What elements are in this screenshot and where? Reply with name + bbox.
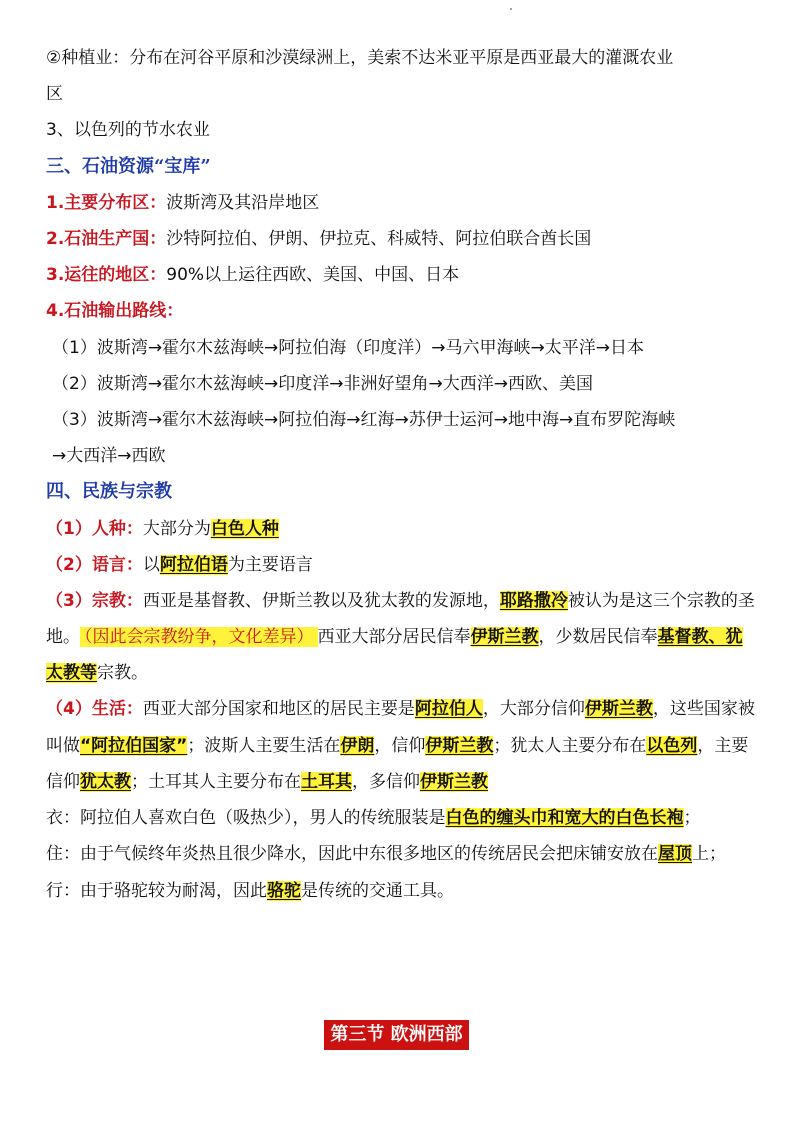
life-text-8: ；土耳其人主要分布在 bbox=[131, 771, 301, 792]
farming-paragraph bbox=[46, 40, 758, 112]
religion-text-3: 西亚大部分居民信奉 bbox=[317, 627, 471, 648]
life-label: （4）生活： bbox=[46, 699, 143, 720]
race-item bbox=[46, 511, 758, 547]
life-text-6: ；犹太人主要分布在 bbox=[493, 735, 647, 756]
oil-routes-label: 4.石油输出路线： bbox=[46, 301, 184, 322]
religion-item bbox=[46, 583, 758, 692]
oil-destinations-label: 3.运往的地区： bbox=[46, 265, 167, 286]
farming-line-2: 区 bbox=[46, 84, 63, 105]
oil-route-3-line-1: （3）波斯湾→霍尔木兹海峡→阿拉伯海→红海→苏伊士运河→地中海→直布罗陀海峡 bbox=[52, 409, 676, 430]
religion-text-5: 宗教。 bbox=[97, 663, 148, 684]
life-text-9: ，多信仰 bbox=[352, 771, 420, 792]
religion-text-4: ，少数居民信奉 bbox=[538, 627, 658, 648]
race-highlight: 白色人种 bbox=[210, 518, 279, 539]
clothing-item bbox=[46, 800, 758, 836]
life-highlight-islam-2: 伊斯兰教 bbox=[425, 735, 494, 756]
oil-destinations bbox=[46, 257, 758, 293]
oil-route-3-line-2: →大西洋→西欧 bbox=[52, 446, 166, 467]
race-label: （1）人种： bbox=[46, 518, 143, 539]
scan-dot bbox=[510, 8, 512, 10]
travel-text-2: 是传统的交通工具。 bbox=[301, 880, 454, 901]
life-highlight-judaism: 犹太教 bbox=[80, 771, 131, 792]
oil-producers-label: 2.石油生产国： bbox=[46, 228, 167, 249]
religion-highlight-jerusalem: 耶路撒冷 bbox=[499, 590, 568, 611]
life-text-2: ，大部分信仰 bbox=[482, 699, 585, 720]
israel-farming: 3、以色列的节水农业 bbox=[46, 120, 210, 141]
oil-distribution bbox=[46, 185, 758, 221]
language-post: 为主要语言 bbox=[227, 554, 313, 575]
life-highlight-arabs: 阿拉伯人 bbox=[414, 699, 483, 720]
clothing-text-2: ； bbox=[683, 808, 701, 829]
religion-label: （3）宗教： bbox=[46, 590, 143, 611]
oil-route-1: （1）波斯湾→霍尔木兹海峡→阿拉伯海（印度洋）→马六甲海峡→太平洋→日本 bbox=[52, 337, 645, 358]
oil-distribution-label: 1.主要分布区： bbox=[46, 192, 167, 213]
life-text-4: ；波斯人主要生活在 bbox=[187, 735, 341, 756]
oil-heading: 三、石油资源“宝库” bbox=[46, 155, 211, 177]
travel-text-1: 行：由于骆驼较为耐渴，因此 bbox=[46, 880, 267, 901]
language-item bbox=[46, 547, 758, 583]
next-section-wrap bbox=[0, 1020, 793, 1050]
life-text-1: 西亚大部分国家和地区的居民主要是 bbox=[142, 699, 415, 720]
housing-text-1: 住：由于气候终年炎热且很少降水，因此中东很多地区的传统居民会把床铺安放在 bbox=[46, 844, 658, 865]
people-heading: 四、民族与宗教 bbox=[46, 481, 172, 503]
life-highlight-iran: 伊朗 bbox=[340, 735, 375, 756]
life-text-7: ，主要信仰 bbox=[46, 735, 749, 792]
life-highlight-arab-states: “阿拉伯国家” bbox=[80, 735, 188, 756]
housing-highlight: 屋顶 bbox=[658, 844, 692, 865]
religion-highlight-islam: 伊斯兰教 bbox=[470, 627, 539, 648]
oil-distribution-text: 波斯湾及其沿岸地区 bbox=[166, 192, 320, 213]
oil-producers-text: 沙特阿拉伯、伊朗、伊拉克、科威特、阿拉伯联合酋长国 bbox=[166, 228, 592, 249]
travel-highlight: 骆驼 bbox=[267, 880, 301, 901]
document-body bbox=[46, 40, 758, 909]
oil-route-3 bbox=[46, 402, 758, 474]
life-text-3: ，这些国家被叫做 bbox=[46, 699, 755, 756]
life-highlight-turkey: 土耳其 bbox=[301, 771, 352, 792]
life-highlight-islam-3: 伊斯兰教 bbox=[420, 771, 488, 792]
life-text-5: ，信仰 bbox=[374, 735, 426, 756]
language-label: （2）语言： bbox=[46, 554, 143, 575]
next-section-title: 第三节 欧洲西部 bbox=[324, 1020, 468, 1050]
oil-producers bbox=[46, 221, 758, 257]
farming-line-1: ②种植业：分布在河谷平原和沙漠绿洲上，美索不达米亚平原是西亚最大的灌溉农业 bbox=[46, 48, 674, 68]
language-pre: 以 bbox=[142, 554, 160, 575]
race-text: 大部分为 bbox=[142, 518, 211, 539]
clothing-text-1: 衣：阿拉伯人喜欢白色（吸热少），男人的传统服装是 bbox=[46, 808, 446, 829]
clothing-highlight: 白色的缠头巾和宽大的白色长袍 bbox=[445, 808, 684, 829]
religion-note: （因此会宗教纷争，文化差异） bbox=[80, 627, 318, 647]
language-highlight: 阿拉伯语 bbox=[159, 554, 228, 575]
religion-text-2: 被认为是这三个宗教的圣地。 bbox=[46, 590, 755, 648]
oil-destinations-text: 90%以上运往西欧、美国、中国、日本 bbox=[166, 265, 460, 286]
travel-item bbox=[46, 873, 758, 909]
housing-text-2: 上； bbox=[692, 844, 726, 865]
oil-route-2: （2）波斯湾→霍尔木兹海峡→印度洋→非洲好望角→大西洋→西欧、美国 bbox=[52, 373, 594, 394]
life-item bbox=[46, 691, 758, 800]
religion-highlight-others: 基督教、犹太教等 bbox=[46, 627, 743, 684]
religion-text-1: 西亚是基督教、伊斯兰教以及犹太教的发源地， bbox=[142, 590, 500, 611]
life-highlight-islam-1: 伊斯兰教 bbox=[584, 699, 653, 720]
housing-item bbox=[46, 836, 758, 872]
life-highlight-israel: 以色列 bbox=[646, 735, 698, 756]
